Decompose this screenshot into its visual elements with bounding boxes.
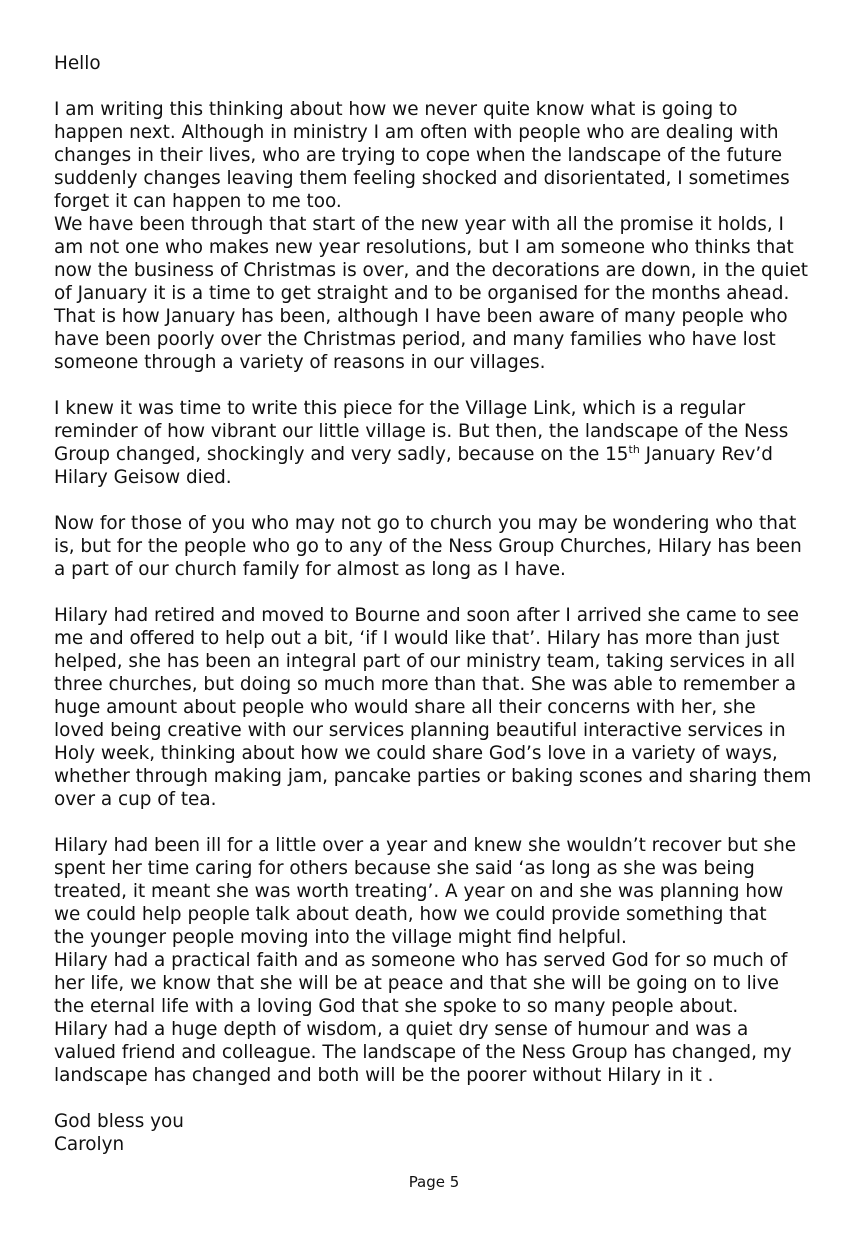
paragraph-new-year: We have been through that start of the new year with all the promise it holds, I am not one who makes new year resolutions, but I am someone who thinks that now the business of Christmas is over, and the decorations are down, in the quiet of January it is a time to get straight and to be organised for the months ahead. That is how January has been, although I have been aware of many people who have been poorly over the Christmas period, and many families who have lost someone through a variety of reasons in our villages. — [54, 214, 809, 373]
paragraph-spacer — [54, 374, 824, 397]
greeting: Hello — [54, 53, 101, 74]
ordinal-suffix: th — [628, 443, 640, 456]
page-number: Page 5 — [408, 1173, 460, 1191]
paragraph-village-link — [54, 397, 824, 489]
paragraph-hilary-illness: Hilary had been ill for a little over a year and knew she wouldn’t recover but she spent her time caring for others because she said ‘as long as she was being treated, it meant she was worth treating’. A year on and she was planning how we could help people talk about death, how we could provide something that the younger people moving into the village might find helpful. — [54, 835, 797, 948]
signature: Carolyn — [54, 1134, 125, 1155]
paragraph-opening: I am writing this thinking about how we never quite know what is going to happen next. Although in ministry I am often with people who are dealing with changes in their lives, who are trying to cope when the landscape of the future suddenly changes leaving them feeling shocked and disorientated, I sometimes forget it can happen to me too. — [54, 99, 790, 212]
paragraph-spacer — [54, 1087, 824, 1110]
paragraph-who-that-is: Now for those of you who may not go to church you may be wondering who that is, but for the people who go to any of the Ness Group Churches, Hilary has been a part of our church family for almost as long as I have. — [54, 513, 802, 580]
paragraph-hilary-ministry: Hilary had retired and moved to Bourne and soon after I arrived she came to see me and offered to help out a bit, ‘if I would like that’. Hilary has more than just helped, she has been an integral part of our ministry team, taking services in all three churches, but doing so much more than that. She was able to remember a huge amount about people who would share all their concerns with her, she loved being creative with our services planning beautiful interactive services in Holy week, thinking about how we could share God’s love in a variety of ways, whether through making jam, pancake parties or baking scones and sharing them over a cup of tea. — [54, 605, 812, 810]
paragraph-village-link-text-1: I knew it was time to write this piece for the Village Link, which is a regular reminder of how vibrant our little village is. But then, the landscape of the Ness Group changed, shockingly and very sadly, because on the 15 — [54, 398, 789, 465]
paragraph-spacer — [54, 489, 824, 512]
paragraph-village-link-text-2: January Rev’d Hilary Geisow died. — [54, 444, 773, 488]
paragraph-hilary-faith: Hilary had a practical faith and as someone who has served God for so much of her life, we know that she will be at peace and that she will be going on to live the eternal life with a loving God that she spoke to so many people about. Hilary had a huge depth of wisdom, a quiet dry sense of humour and was a valued friend and colleague. The landscape of the Ness Group has changed, my landscape has changed and both will be the poorer without Hilary in it . — [54, 950, 792, 1086]
paragraph-spacer — [54, 811, 824, 834]
closing-line: God bless you — [54, 1111, 184, 1132]
paragraph-spacer — [54, 75, 824, 98]
paragraph-spacer — [54, 581, 824, 604]
letter-body — [54, 52, 824, 1156]
